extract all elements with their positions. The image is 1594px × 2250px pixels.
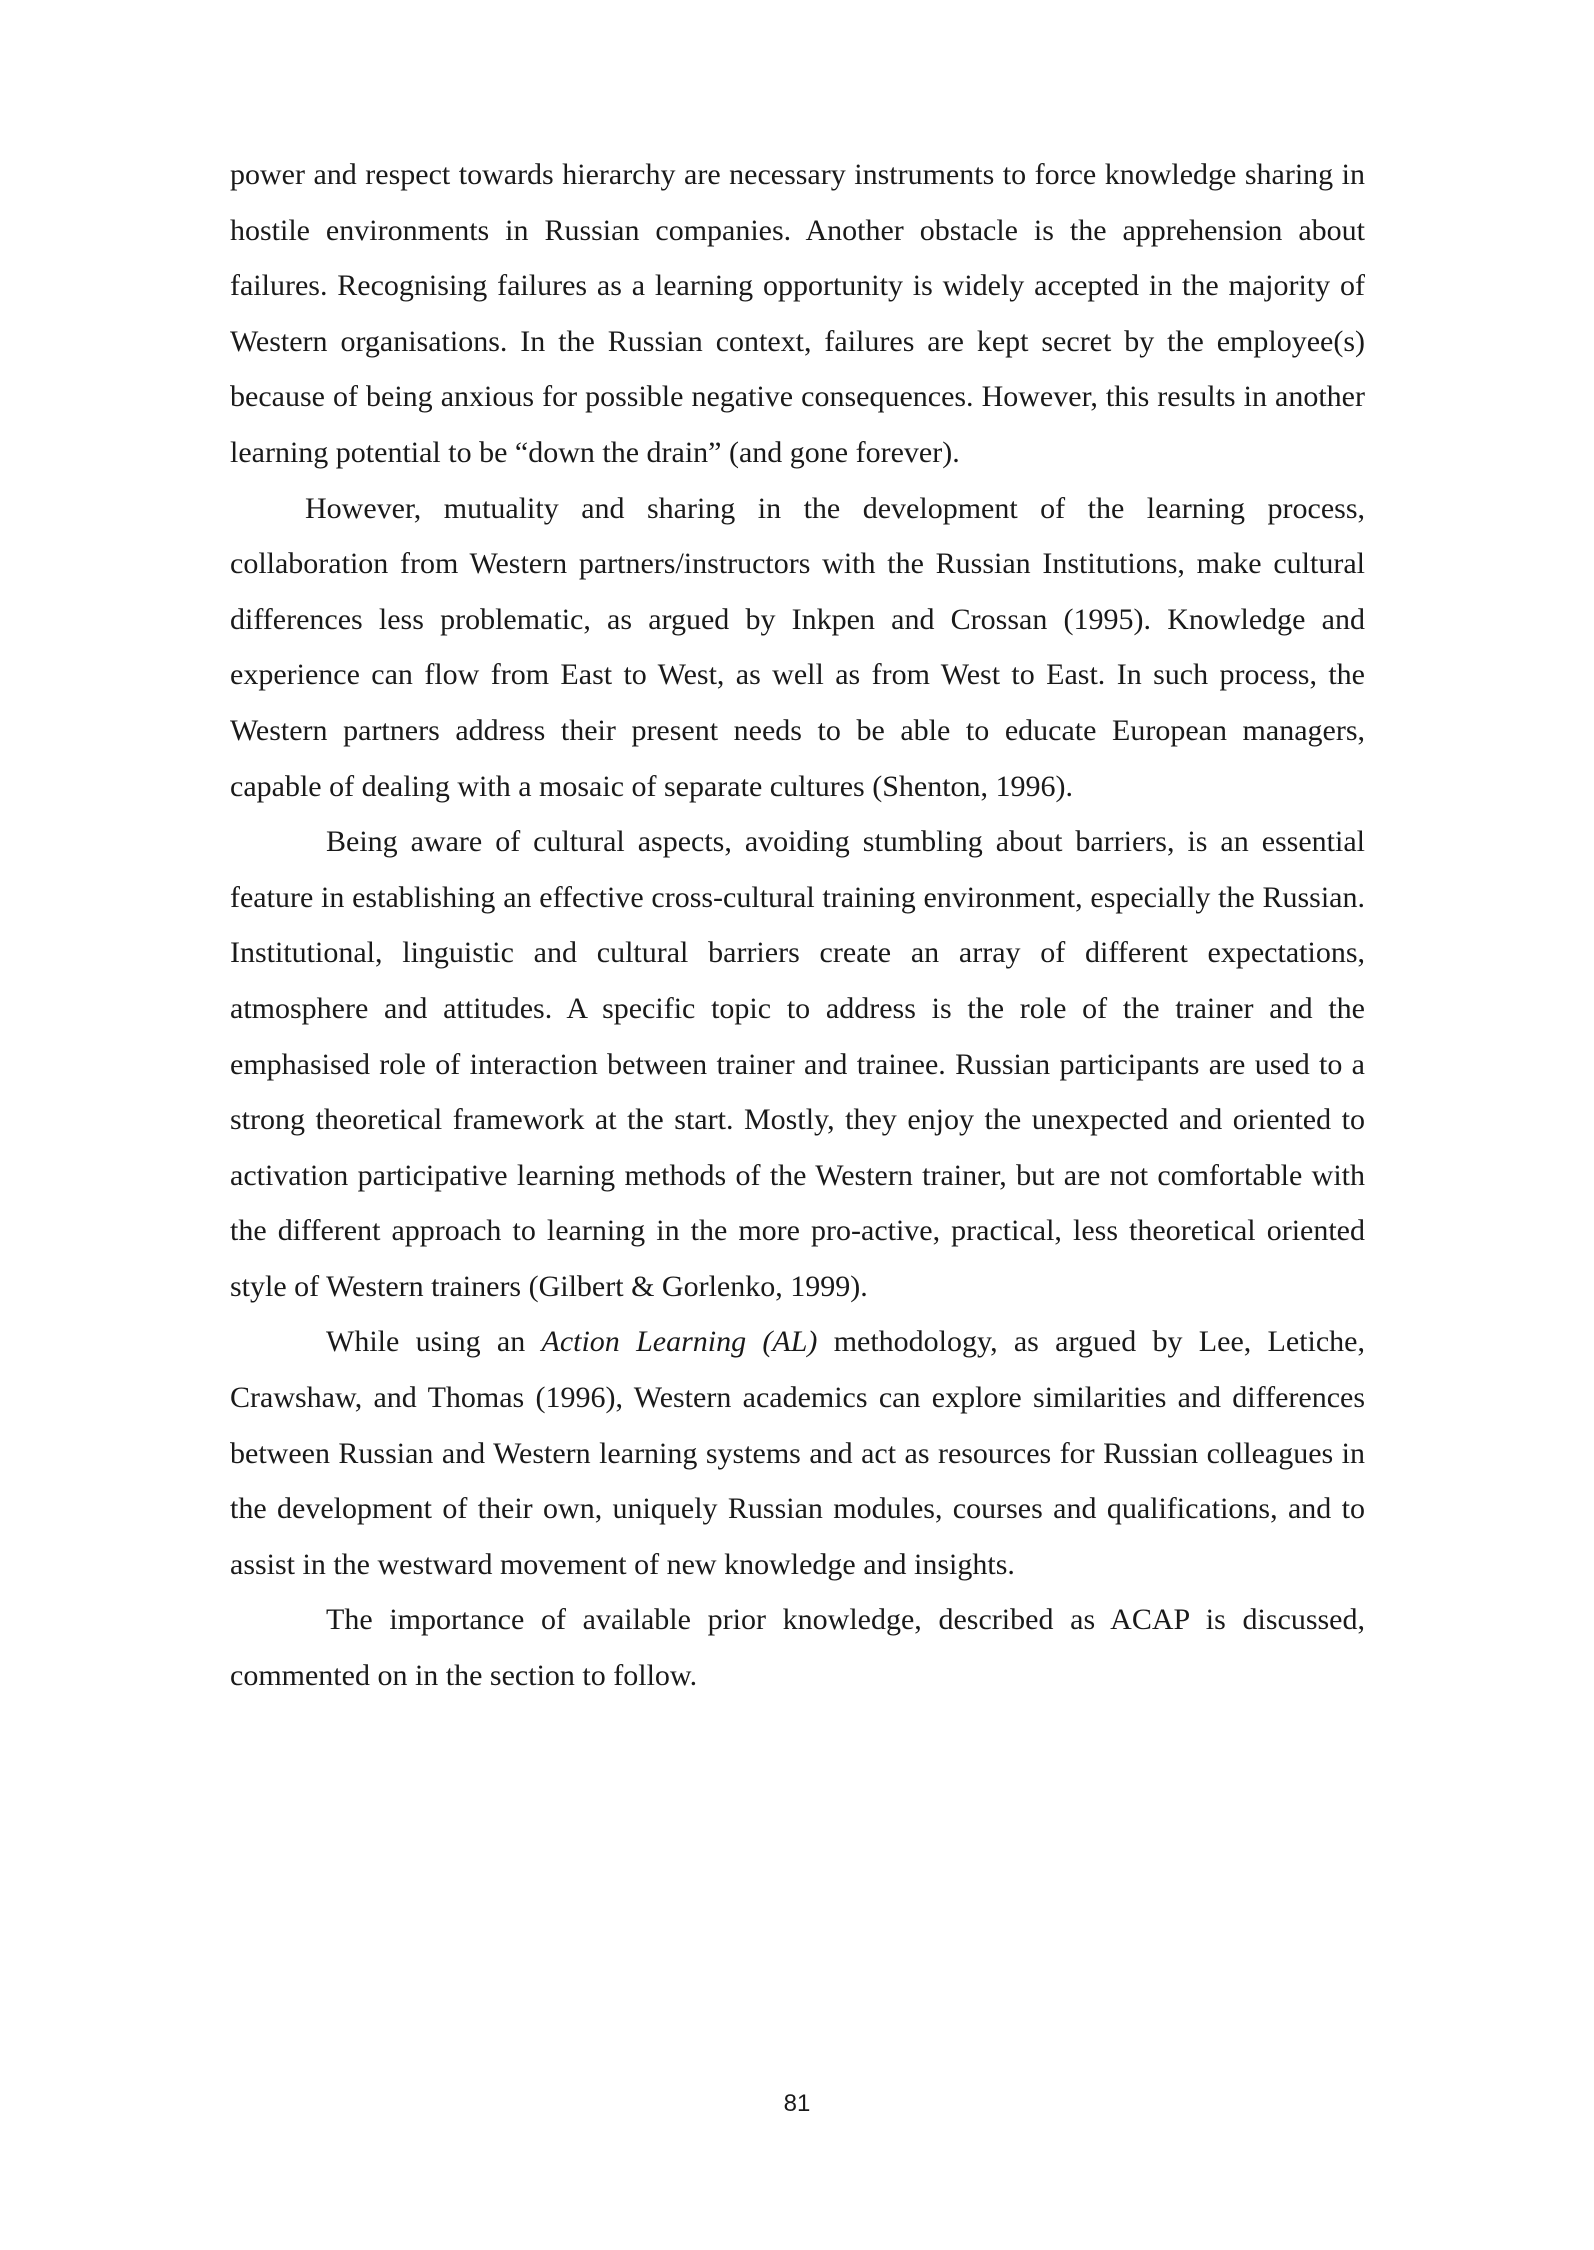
paragraph-4-rest: methodology, as argued by Lee, Letiche, Crawshaw, and Thomas (1996), Western academics can explore similarities and differences between Russian and Western learning systems and act as resources for Russian colleagues in the development of their own, uniquely Russian modules, courses and qualifications, and to assist in the westward movement of new knowledge and insights.	[230, 1325, 1365, 1581]
paragraph-4	[230, 1314, 1365, 1592]
paragraph-2: However, mutuality and sharing in the development of the learning process, collaboration from Western partners/instructors with the Russian Institutions, make cultural differences less problematic, as argued by Inkpen and Crossan (1995). Knowledge and experience can flow from East to West, as well as from West to East. In such process, the Western partners address their present needs to be able to educate European managers, capable of dealing with a mosaic of separate cultures (Shenton, 1996).	[230, 491, 1365, 803]
paragraph-1: power and respect towards hierarchy are necessary instruments to force knowledge sharing in hostile environments in Russian companies. Another obstacle is the apprehension about failures. Recognising failures as a learning opportunity is widely accepted in the majority of Western organisations. In the Russian context, failures are kept secret by the employee(s) because of being anxious for possible negative consequences. However, this results in another learning potential to be “down the drain” (and gone forever).	[230, 158, 1365, 469]
body-text	[230, 147, 1365, 1704]
paragraph-4-italic-term: Action Learning (AL)	[541, 1325, 818, 1359]
page-number: 81	[783, 2090, 811, 2117]
paragraph-4-lead: While using an	[326, 1325, 542, 1359]
paragraph-3: Being aware of cultural aspects, avoiding stumbling about barriers, is an essential feature in establishing an effective cross-cultural training environment, especially the Russian. Institutional, linguistic and cultural barriers create an array of different expectations, atmosphere and attitudes. A specific topic to address is the role of the trainer and the emphasised role of interaction between trainer and trainee. Russian participants are used to a strong theoretical framework at the start. Mostly, they enjoy the unexpected and oriented to activation participative learning methods of the Western trainer, but are not comfortable with the different approach to learning in the more pro-active, practical, less theoretical oriented style of Western trainers (Gilbert & Gorlenko, 1999).	[230, 825, 1365, 1303]
paragraph-5: The importance of available prior knowledge, described as ACAP is discussed, commented on in the section to follow.	[230, 1603, 1365, 1693]
